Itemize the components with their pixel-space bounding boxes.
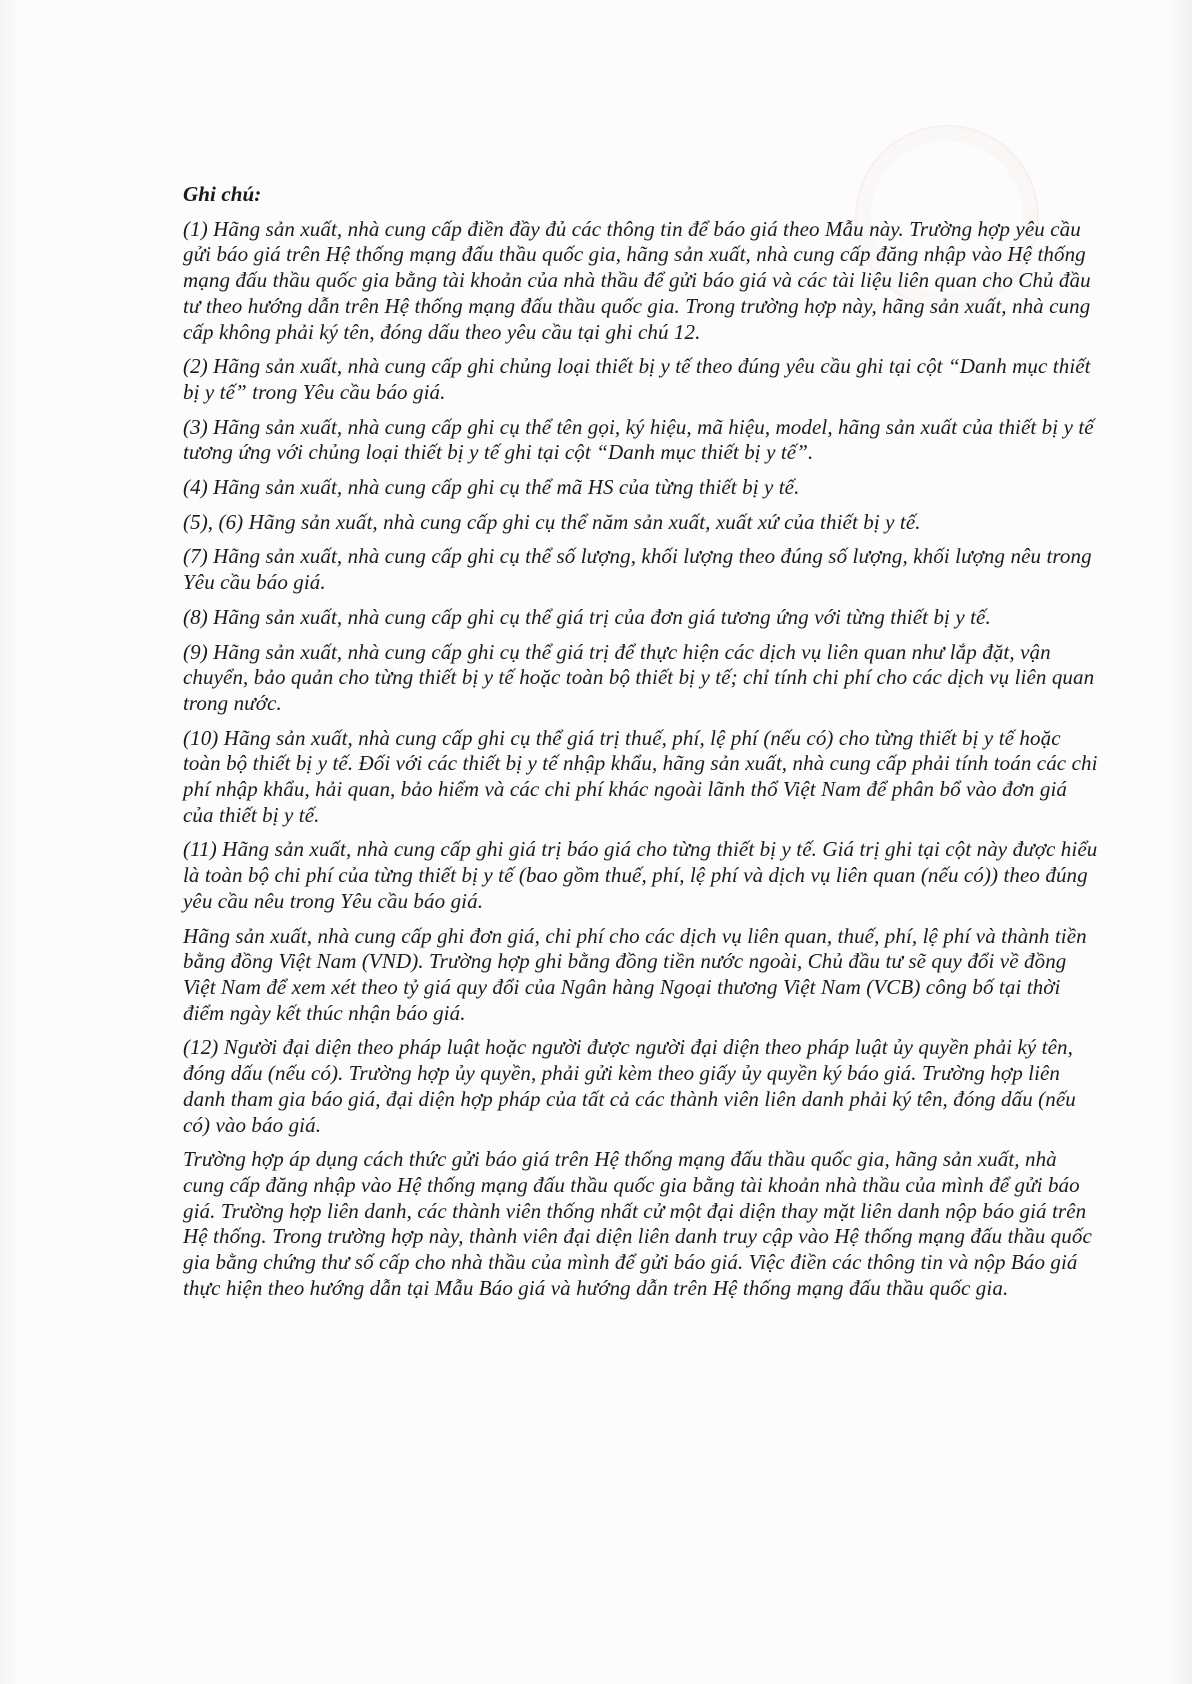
note-5-6: (5), (6) Hãng sản xuất, nhà cung cấp ghi cụ thể năm sản xuất, xuất xứ của thiết bị y tế. <box>183 509 921 534</box>
note-currency: Hãng sản xuất, nhà cung cấp ghi đơn giá, chi phí cho các dịch vụ liên quan, thuế, phí, lệ phí và thành tiền bằng đồng Việt Nam (VND). Trường hợp ghi bằng đồng tiền nước ngoài, Chủ đầu tư sẽ quy đổi về đồng Việt Nam để xem xét theo tỷ giá quy đổi của Ngân hàng Ngoại thương Việt Nam (VCB) công bố tại thời điểm ngày kết thúc nhận báo giá. <box>183 923 1087 1025</box>
note-2: (2) Hãng sản xuất, nhà cung cấp ghi chủng loại thiết bị y tế theo đúng yêu cầu ghi tại cột “Danh mục thiết bị y tế” trong Yêu cầu báo giá. <box>183 354 1091 404</box>
note-7: (7) Hãng sản xuất, nhà cung cấp ghi cụ thể số lượng, khối lượng theo đúng số lượng, khối lượng nêu trong Yêu cầu báo giá. <box>183 544 1092 595</box>
note-4: (4) Hãng sản xuất, nhà cung cấp ghi cụ thể mã HS của từng thiết bị y tế. <box>183 475 800 500</box>
note-online-submission: Trường hợp áp dụng cách thức gửi báo giá trên Hệ thống mạng đấu thầu quốc gia, hãng sản xuất, nhà cung cấp đăng nhập vào Hệ thống mạng đấu thầu quốc gia bằng tài khoản nhà thầu của mình để gửi báo giá. Trường hợp liên danh, các thành viên thống nhất cử một đại diện thay mặt liên danh nộp báo giá trên Hệ thống. Trong trường hợp này, thành viên đại diện liên danh truy cập vào Hệ thống mạng đấu thầu quốc gia bằng chứng thư số cấp cho nhà thầu của mình để gửi báo giá. Việc điền các thông tin và nộp Báo giá thực hiện theo hướng dẫn tại Mẫu Báo giá và hướng dẫn trên Hệ thống mạng đấu thầu quốc gia. <box>183 1147 1092 1300</box>
note-8: (8) Hãng sản xuất, nhà cung cấp ghi cụ thể giá trị của đơn giá tương ứng với từng thiết bị y tế. <box>183 604 991 629</box>
note-12: (12) Người đại diện theo pháp luật hoặc người được người đại diện theo pháp luật ủy quyền phải ký tên, đóng dấu (nếu có). Trường hợp ủy quyền, phải gửi kèm theo giấy ủy quyền ký báo giá. Trường hợp liên danh tham gia báo giá, đại diện hợp pháp của tất cả các thành viên liên danh phải ký tên, đóng dấu (nếu có) vào báo giá. <box>183 1035 1076 1137</box>
note-11: (11) Hãng sản xuất, nhà cung cấp ghi giá trị báo giá cho từng thiết bị y tế. Giá trị ghi tại cột này được hiểu là toàn bộ chi phí của từng thiết bị y tế (bao gồm thuế, phí, lệ phí và dịch vụ liên quan (nếu có)) theo đúng yêu cầu nêu trong Yêu cầu báo giá. <box>183 837 1098 913</box>
notes-heading: Ghi chú: <box>183 182 262 206</box>
note-10: (10) Hãng sản xuất, nhà cung cấp ghi cụ thể giá trị thuế, phí, lệ phí (nếu có) cho từng thiết bị y tế hoặc toàn bộ thiết bị y tế. Đối với các thiết bị y tế nhập khẩu, hãng sản xuất, nhà cung cấp phải tính toán các chi phí nhập khẩu, hải quan, bảo hiểm và các chi phí khác ngoài lãnh thổ Việt Nam để phân bổ vào đơn giá của thiết bị y tế. <box>183 725 1098 827</box>
note-1: (1) Hãng sản xuất, nhà cung cấp điền đầy đủ các thông tin để báo giá theo Mẫu này. Trường hợp yêu cầu gửi báo giá trên Hệ thống mạng đấu thầu quốc gia, hãng sản xuất, nhà cung cấp đăng nhập vào Hệ thống mạng đấu thầu quốc gia bằng tài khoản của nhà thầu để gửi báo giá và các tài liệu liên quan cho Chủ đầu tư theo hướng dẫn trên Hệ thống mạng đấu thầu quốc gia. Trong trường hợp này, hãng sản xuất, nhà cung cấp không phải ký tên, đóng dấu theo yêu cầu tại ghi chú 12. <box>183 216 1091 344</box>
note-9: (9) Hãng sản xuất, nhà cung cấp ghi cụ thể giá trị để thực hiện các dịch vụ liên quan như lắp đặt, vận chuyển, bảo quản cho từng thiết bị y tế hoặc toàn bộ thiết bị y tế; chỉ tính chi phí cho các dịch vụ liên quan trong nước. <box>183 639 1095 715</box>
notes-section <box>183 182 1098 1310</box>
note-3: (3) Hãng sản xuất, nhà cung cấp ghi cụ thể tên gọi, ký hiệu, mã hiệu, model, hãng sản xuất của thiết bị y tế tương ứng với chủng loại thiết bị y tế ghi tại cột “Danh mục thiết bị y tế”. <box>183 414 1094 465</box>
